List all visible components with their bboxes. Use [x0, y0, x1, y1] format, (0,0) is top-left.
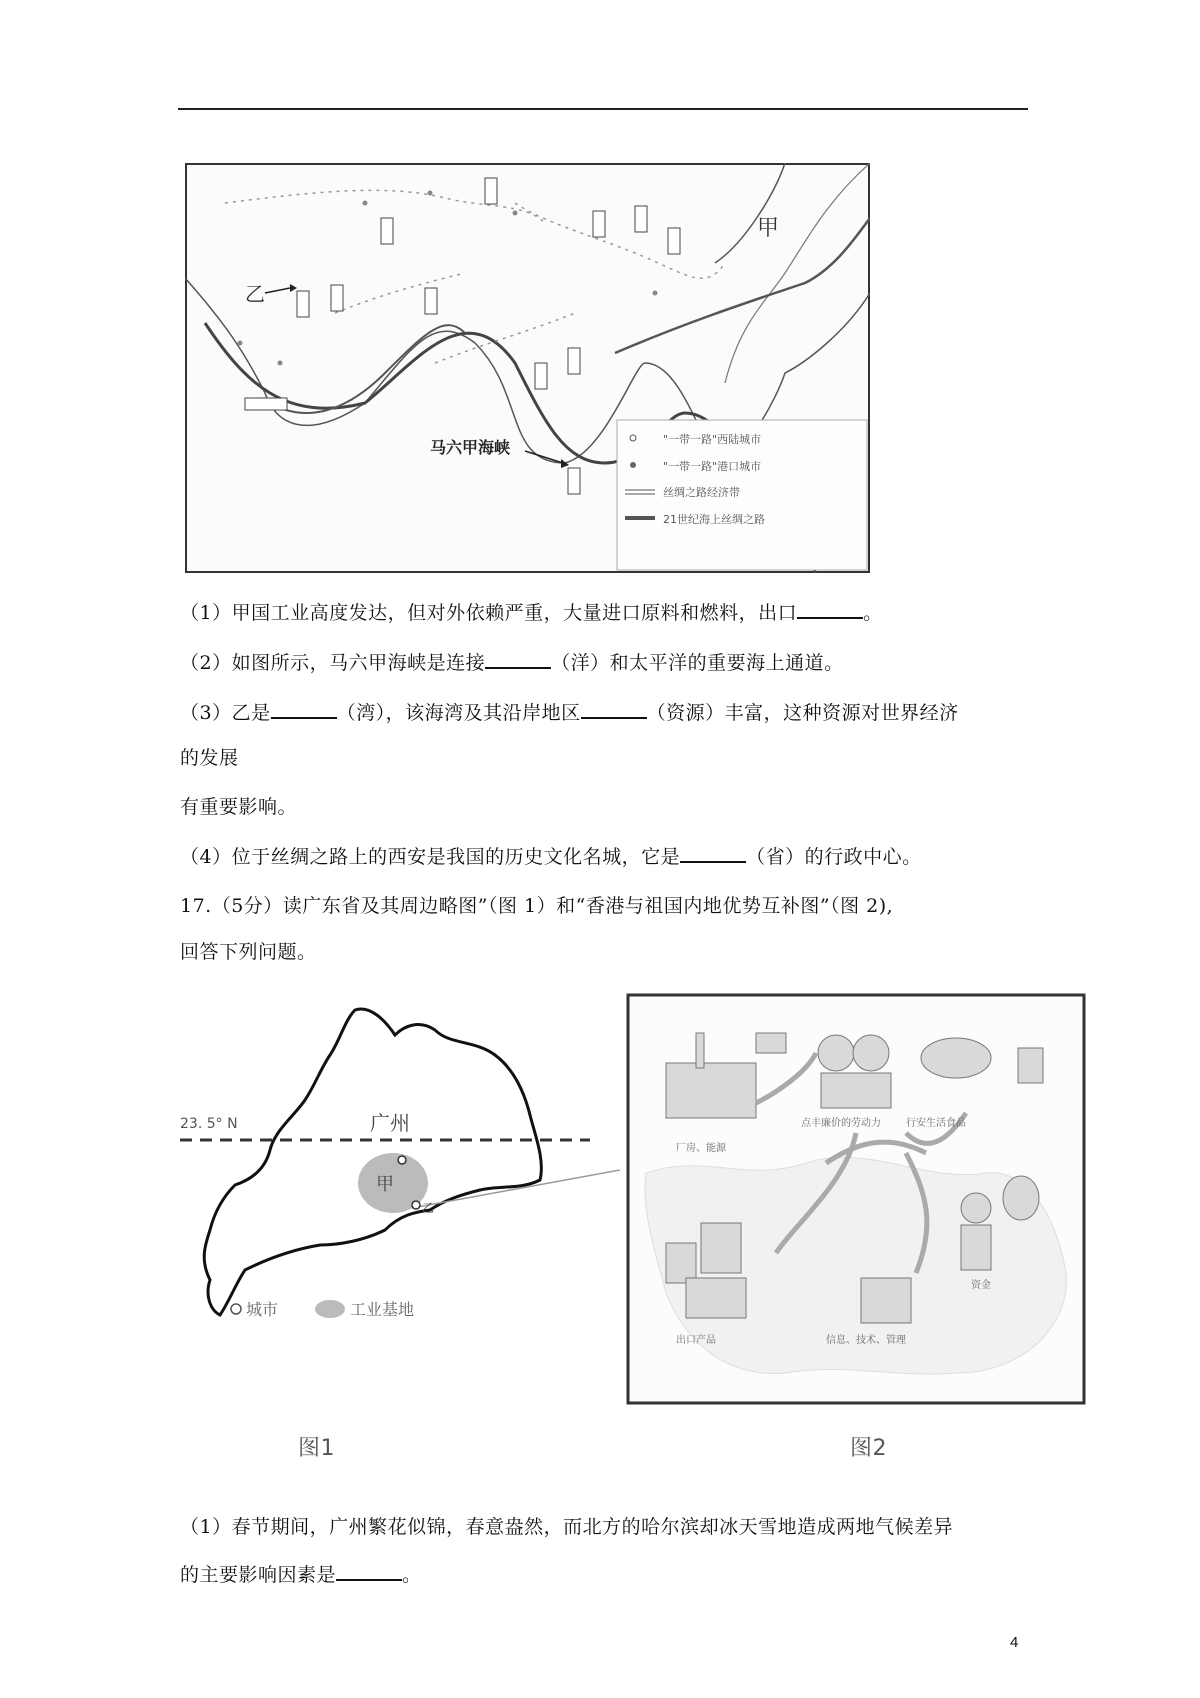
question-16-4: （4）位于丝绸之路上的西安是我国的历史文化名城，它是 （省）的行政中心。	[180, 843, 922, 870]
answer-blank[interactable]	[680, 843, 746, 863]
legend-item: "一带一路"港口城市	[663, 460, 762, 473]
map-label-jia: 甲	[376, 1174, 394, 1195]
legend-city: 城市	[246, 1300, 279, 1319]
answer-blank[interactable]	[485, 649, 551, 669]
question-17-1-cont: 的主要影响因素是 。	[180, 1561, 422, 1588]
map-legend	[617, 420, 867, 570]
question-17-stem: 17.（5分）读广东省及其周边略图”（图 1）和“香港与祖国内地优势互补图”（图 2),	[180, 895, 894, 917]
legend-item: 21世纪海上丝绸之路	[663, 513, 765, 526]
question-16-2: （2）如图所示，马六甲海峡是连接 （洋）和太平洋的重要海上通道。	[180, 649, 844, 676]
label-info-tech-mgmt: 信息、技术、管理	[826, 1335, 906, 1346]
question-16-3-cont: 的发展	[180, 747, 239, 769]
figure-1-caption: 图1	[298, 1436, 335, 1461]
answer-blank[interactable]	[797, 599, 863, 619]
answer-blank[interactable]	[336, 1561, 402, 1581]
answer-blank[interactable]	[271, 699, 337, 719]
label-export-products: 出口产品	[676, 1335, 716, 1346]
map-label-jia: 甲	[757, 216, 780, 241]
label-food: 行安生活食品	[906, 1118, 966, 1129]
header-rule	[178, 108, 1028, 110]
label-cheap-labor: 点丰廉价的劳动力	[801, 1118, 881, 1129]
latitude-label: 23. 5° N	[180, 1116, 238, 1132]
figure-2-caption: 图2	[850, 1436, 887, 1461]
city-label-guangzhou: 广州	[370, 1111, 410, 1135]
label-factory-energy: 厂房、能源	[676, 1143, 726, 1154]
belt-road-map	[185, 163, 870, 573]
legend-industrial-base: 工业基地	[350, 1300, 415, 1319]
legend-item: "一带一路"西陆城市	[663, 433, 762, 446]
map-label-yi: 乙	[245, 282, 265, 306]
legend-item: 丝绸之路经济带	[663, 486, 740, 499]
map-label-yi: 乙	[422, 1201, 435, 1215]
question-17-stem-cont: 回答下列问题。	[180, 941, 317, 963]
question-16-3: （3）乙是 （湾），该海湾及其沿岸地区 （资源）丰富，这种资源对世界经济	[180, 699, 959, 726]
map-label-strait: 马六甲海峡	[430, 438, 511, 457]
question-16-3-cont2: 有重要影响。	[180, 796, 298, 818]
page-number: 4	[1010, 1634, 1019, 1651]
question-17-1: （1）春节期间，广州繁花似锦，春意盎然，而北方的哈尔滨却冰天雪地造成两地气候差异	[180, 1516, 954, 1538]
question-16-1: （1）甲国工业高度发达，但对外依赖严重，大量进口原料和燃料，出口 。	[180, 599, 883, 626]
guangdong-map	[180, 1000, 620, 1350]
hk-complement-diagram	[626, 993, 1086, 1405]
answer-blank[interactable]	[581, 699, 647, 719]
label-capital: 资金	[971, 1280, 991, 1291]
